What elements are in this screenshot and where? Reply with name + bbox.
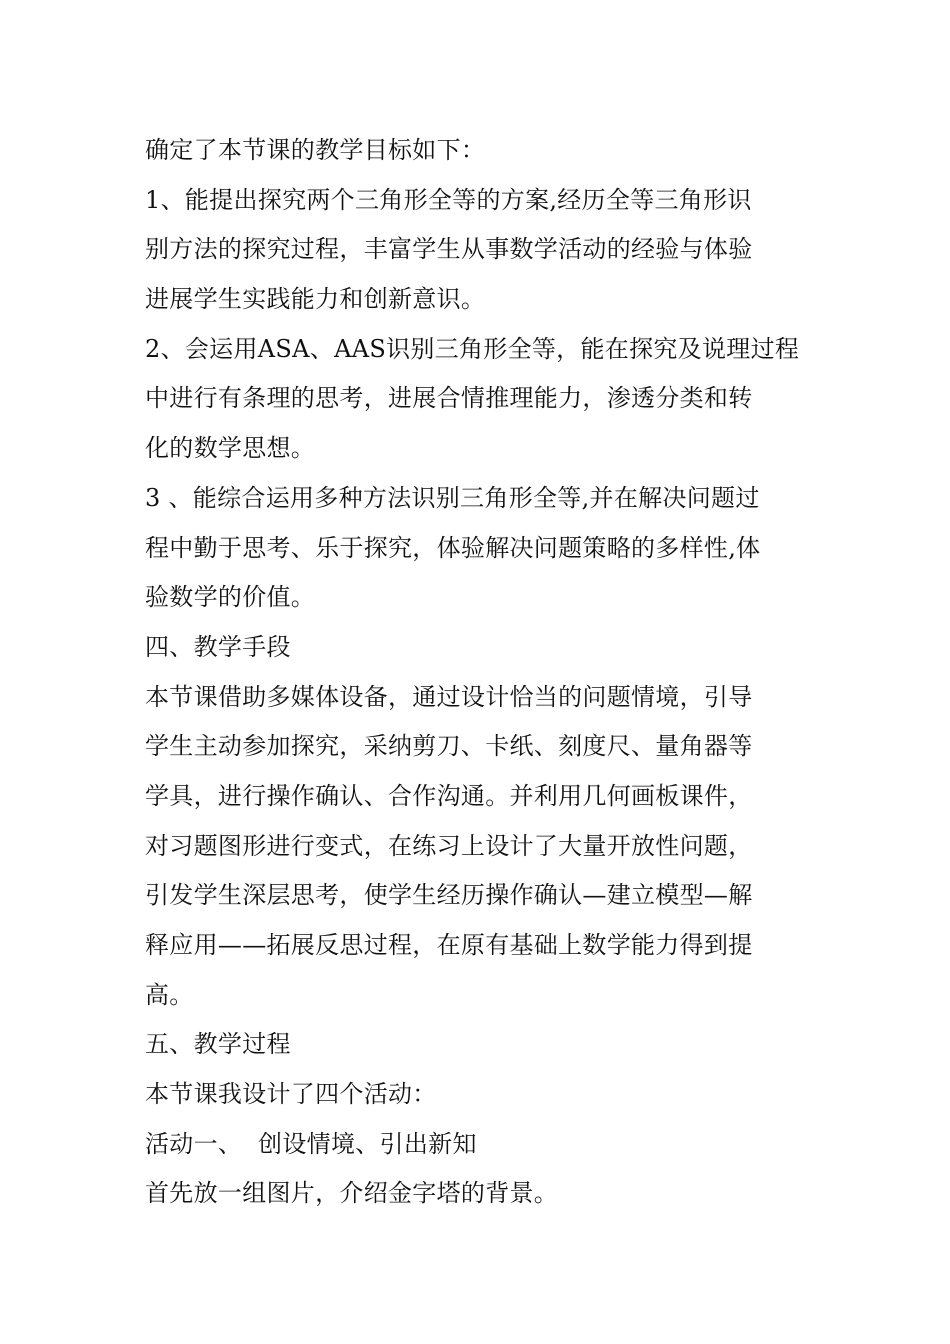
text-line-means-cont: 高。 [145, 980, 194, 1009]
section-heading-teaching-means: 四、教学手段 [145, 632, 291, 661]
text-line-means-cont: 学具，进行操作确认、合作沟通。并利用几何画板课件， [145, 781, 753, 810]
text-line-process: 本节课我设计了四个活动： [145, 1080, 437, 1109]
activity-heading: 活动一、 创设情境、引出新知 [145, 1129, 477, 1158]
section-heading-teaching-process: 五、教学过程 [145, 1030, 291, 1059]
text-line-activity: 首先放一组图片，介绍金字塔的背景。 [145, 1179, 559, 1208]
text-line-means-cont: 学生主动参加探究，采纳剪刀、卡纸、刻度尺、量角器等 [145, 732, 753, 761]
text-line-goal-2: 2、会运用ASA、AAS识别三角形全等，能在探究及说理过程 [145, 334, 800, 363]
text-line-goal-1-cont: 进展学生实践能力和创新意识。 [145, 285, 486, 314]
text-line-means-cont: 释应用——拓展反思过程，在原有基础上数学能力得到提 [145, 931, 753, 959]
document-body [145, 126, 815, 1219]
text-line-goal-2-cont: 中进行有条理的思考，进展合情推理能力，渗透分类和转 [145, 384, 753, 413]
text-line-goal-1-cont: 别方法的探究过程，丰富学生从事数学活动的经验与体验 [145, 235, 753, 264]
text-line-goal-3-cont: 验数学的价值。 [145, 583, 316, 612]
text-line-means-cont: 对习题图形进行变式，在练习上设计了大量开放性问题， [145, 831, 753, 860]
text-line-means: 本节课借助多媒体设备，通过设计恰当的问题情境，引导 [145, 682, 753, 711]
text-line-means-cont: 引发学生深层思考，使学生经历操作确认—建立模型—解 [145, 881, 753, 910]
text-line-goal-3-cont: 程中勤于思考、乐于探究，体验解决问题策略的多样性,体 [145, 533, 761, 562]
text-line-intro: 确定了本节课的教学目标如下： [145, 136, 486, 164]
text-line-goal-2-cont: 化的数学思想。 [145, 434, 316, 463]
text-line-goal-1: 1、能提出探究两个三角形全等的方案,经历全等三角形识 [145, 185, 752, 214]
text-line-goal-3: 3 、能综合运用多种方法识别三角形全等,并在解决问题过 [145, 483, 760, 512]
